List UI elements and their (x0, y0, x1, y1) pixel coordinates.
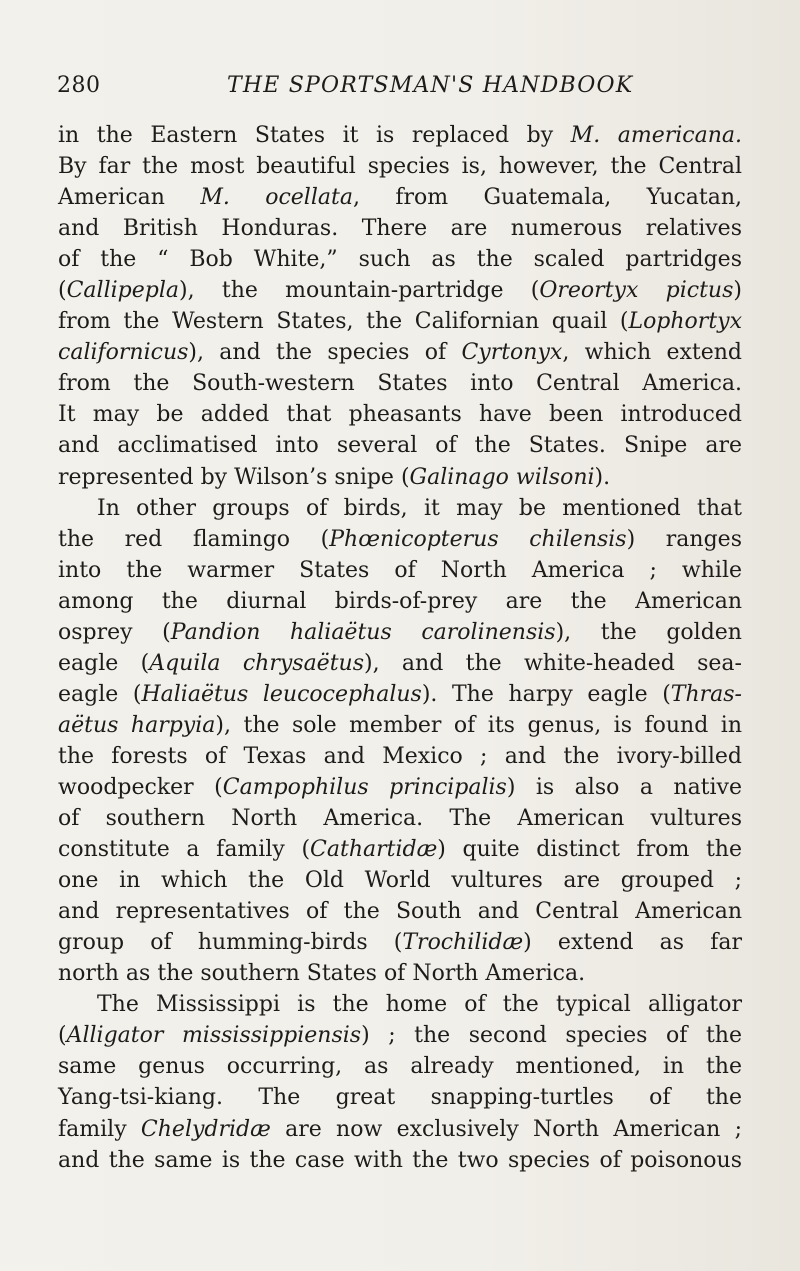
text-line (58, 244, 742, 275)
text-line (58, 617, 742, 648)
italic-text-segment: Trochilidæ (402, 930, 524, 956)
italic-text-segment: Galinago wilsoni (409, 464, 595, 490)
text-line (58, 430, 742, 461)
text-line (58, 462, 742, 493)
text-segment: osprey ( (58, 619, 171, 645)
text-segment: eagle ( (58, 681, 142, 707)
italic-text-segment: Phœnicopterus chilensis (329, 526, 627, 552)
text-segment: the red flamingo ( (58, 526, 330, 552)
text-line (58, 586, 742, 617)
text-line (58, 679, 742, 710)
text-segment: The Mississippi is the home of the typical alligator (97, 992, 742, 1018)
text-line (58, 741, 742, 772)
text-segment: same genus occurring, as already mentioned, in the (58, 1054, 742, 1080)
text-line (58, 803, 742, 834)
text-line (58, 182, 742, 213)
italic-text-segment: Callipepla (66, 278, 179, 304)
italic-text-segment: Aquila chrysaëtus (149, 650, 365, 676)
text-segment: ), and the species of (188, 340, 462, 366)
text-segment: ) quite distinct from the (437, 837, 742, 863)
text-segment: ) (733, 278, 742, 304)
text-line (58, 1114, 742, 1145)
text-line (58, 958, 742, 989)
text-segment: ). The harpy eagle ( (421, 681, 671, 707)
text-segment: ). (594, 464, 611, 490)
text-line (58, 1020, 742, 1051)
text-segment: of southern North America. The American vultures (58, 806, 742, 832)
text-line (58, 524, 742, 555)
text-segment: and British Honduras. There are numerous relatives (58, 216, 742, 242)
text-segment: eagle ( (58, 650, 150, 676)
text-segment: ), the mountain-partridge ( (179, 278, 540, 304)
text-line (58, 1051, 742, 1082)
text-segment: of the “ Bob White,” such as the scaled partridges (58, 247, 742, 273)
text-line (58, 772, 742, 803)
text-segment: By far the most beautiful species is, however, the Central (58, 154, 742, 180)
text-line (58, 151, 742, 182)
text-segment: one in which the Old World vultures are grouped ; (58, 868, 742, 894)
italic-text-segment: M. ocellata (200, 185, 353, 211)
text-segment: ), the golden (555, 619, 742, 645)
page-number: 280 (57, 73, 101, 98)
text-segment: and the same is the case with the two species of poisonous (58, 1147, 742, 1173)
text-segment: ) is also a native (506, 774, 743, 800)
text-line (58, 1082, 742, 1113)
italic-text-segment: Chelydridæ (140, 1116, 271, 1142)
page-header (57, 73, 740, 107)
text-segment: It may be added that pheasants have been introduced (58, 402, 742, 428)
italic-text-segment: Campophilus principalis (222, 774, 507, 800)
text-line (58, 648, 742, 679)
italic-text-segment: californicus (58, 340, 189, 366)
text-line (58, 1145, 742, 1176)
text-segment: among the diurnal birds-of-prey are the American (58, 588, 742, 614)
text-segment: American (58, 185, 201, 211)
italic-text-segment: Pandion haliaëtus carolinensis (170, 619, 556, 645)
text-segment: ( (58, 278, 67, 304)
text-line (58, 399, 742, 430)
text-line (58, 120, 742, 151)
text-line (58, 834, 742, 865)
text-segment: ( (58, 1023, 67, 1049)
text-segment: woodpecker ( (58, 774, 223, 800)
italic-text-segment: Cathartidæ (310, 837, 438, 863)
text-segment: and acclimatised into several of the States. Snipe are (58, 433, 742, 459)
text-line (58, 275, 742, 306)
text-line (58, 493, 742, 524)
text-segment: group of humming-birds ( (58, 930, 403, 956)
text-segment: Yang-tsi-kiang. The great snapping-turtles of the (58, 1085, 742, 1111)
text-line (58, 337, 742, 368)
text-segment: in the Eastern States it is replaced by (58, 123, 571, 148)
text-segment: , which extend (562, 340, 743, 366)
text-segment: In other groups of birds, it may be mentioned that (97, 495, 742, 521)
italic-text-segment: Cyrtonyx (461, 340, 563, 366)
italic-text-segment: Oreortyx pictus (539, 278, 734, 304)
text-line (58, 989, 742, 1020)
running-head: THE SPORTSMAN'S HANDBOOK (227, 73, 634, 98)
text-segment: from the Western States, the Californian quail ( (58, 309, 629, 335)
text-segment: family (58, 1116, 141, 1142)
text-segment: ) extend as far (523, 930, 742, 956)
text-line (58, 555, 742, 586)
body-text (58, 120, 742, 1176)
text-segment: represented by Wilson’s snipe ( (58, 464, 410, 490)
text-segment: ), and the white-headed sea- (364, 650, 742, 676)
italic-text-segment: Thras- (670, 681, 742, 707)
text-segment: from the South-western States into Central America. (58, 371, 742, 397)
text-segment: ), the sole member of its genus, is found in (215, 712, 742, 738)
text-line (58, 368, 742, 399)
text-segment: ) ranges (626, 526, 742, 552)
text-segment: the forests of Texas and Mexico ; and the ivory-billed (58, 743, 742, 769)
text-segment: , from Guatemala, Yucatan, (352, 185, 743, 211)
text-line (58, 710, 742, 741)
italic-text-segment: Lophortyx (628, 309, 742, 335)
text-segment: constitute a family ( (58, 837, 311, 863)
text-line (58, 306, 742, 337)
text-line (58, 213, 742, 244)
italic-text-segment: M. americana. (570, 123, 742, 148)
text-segment: into the warmer States of North America ; while (58, 557, 742, 583)
text-line (58, 896, 742, 927)
text-segment: and representatives of the South and Central American (58, 899, 742, 925)
text-segment: ) ; the second species of the (361, 1023, 742, 1049)
italic-text-segment: aëtus harpyia (58, 712, 216, 738)
text-segment: north as the southern States of North America. (58, 961, 586, 987)
italic-text-segment: Haliaëtus leucocephalus (141, 681, 422, 707)
text-line (58, 927, 742, 958)
text-line (58, 865, 742, 896)
text-segment: are now exclusively North American ; (270, 1116, 742, 1142)
italic-text-segment: Alligator mississippiensis (66, 1023, 362, 1049)
